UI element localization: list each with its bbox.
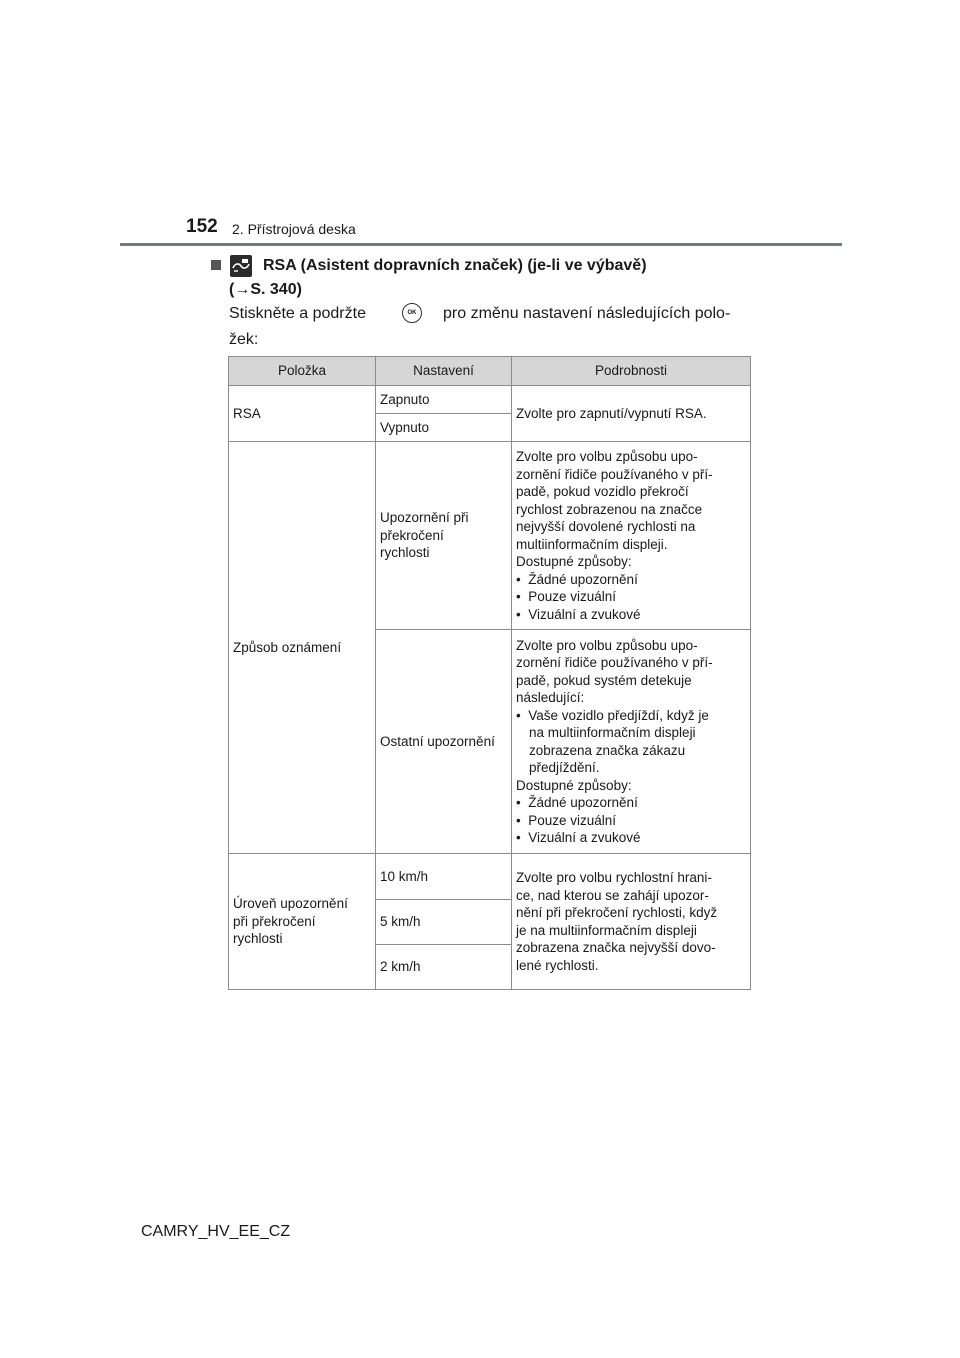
setting-overspeed: Upozornění při překročení rychlosti: [376, 442, 512, 630]
header-item: Položka: [229, 357, 376, 386]
table-row: [229, 854, 751, 900]
arrow-right-icon: →: [234, 281, 251, 298]
table-row: [229, 442, 751, 630]
instruction-part2: pro změnu nastavení následujících polo-: [443, 305, 731, 322]
table-row: [229, 386, 751, 414]
option-10kmh: 10 km/h: [376, 854, 512, 900]
option-off: Vypnuto: [376, 414, 512, 442]
header-setting: Nastavení: [376, 357, 512, 386]
traffic-sign-assist-icon: [230, 255, 252, 277]
details-threshold: Zvolte pro volbu rychlostní hrani- ce, nad kterou se zahájí upozor- nění při překročení rychlosti, když je na multiinformačním displeji zobrazena značka nejvyšší dovo- lené rychlosti.: [512, 854, 751, 990]
page-number: 152: [186, 216, 218, 237]
header-details: Podrobnosti: [512, 357, 751, 386]
section-title: RSA (Asistent dopravních značek) (je-li ve výbavě): [263, 257, 647, 274]
instruction-part3: žek:: [229, 331, 259, 348]
chapter-title: 2. Přístrojová deska: [232, 221, 356, 237]
item-rsa: RSA: [229, 386, 376, 442]
details-other: Zvolte pro volbu způsobu upo- zornění řidiče používaného v pří- padě, pokud systém detekuje následující: • Vaše vozidlo předjíždí, když je na multiinformačním displeji zobrazena značka zákazu předjíždění. Dostupné způsoby: • Žádné upozornění • Pouze vizuální • Vizuální a zvukové: [512, 630, 751, 854]
details-overspeed: Zvolte pro volbu způsobu upo- zornění řidiče používaného v pří- padě, pokud vozidlo překročí rychlost zobrazenou na značce nejvyšší dovolené rychlosti na multiinformačním displeji. Dostupné způsoby: • Žádné upozornění • Pouze vizuální • Vizuální a zvukové: [512, 442, 751, 630]
ok-button-icon: OK: [402, 303, 422, 323]
table-header-row: [229, 357, 751, 386]
model-code: CAMRY_HV_EE_CZ: [141, 1223, 291, 1240]
square-bullet-icon: [211, 260, 221, 270]
settings-table: [228, 356, 751, 990]
item-threshold: Úroveň upozornění při překročení rychlosti: [229, 854, 376, 990]
option-5kmh: 5 km/h: [376, 900, 512, 945]
header-rule: [120, 243, 842, 246]
option-2kmh: 2 km/h: [376, 945, 512, 990]
item-notification-method: Způsob oznámení: [229, 442, 376, 854]
details-rsa: Zvolte pro zapnutí/vypnutí RSA.: [512, 386, 751, 442]
setting-other: Ostatní upozornění: [376, 630, 512, 854]
option-on: Zapnuto: [376, 386, 512, 414]
instruction-part1: Stiskněte a podržte: [229, 305, 366, 322]
page-reference: (→S. 340): [229, 281, 302, 298]
